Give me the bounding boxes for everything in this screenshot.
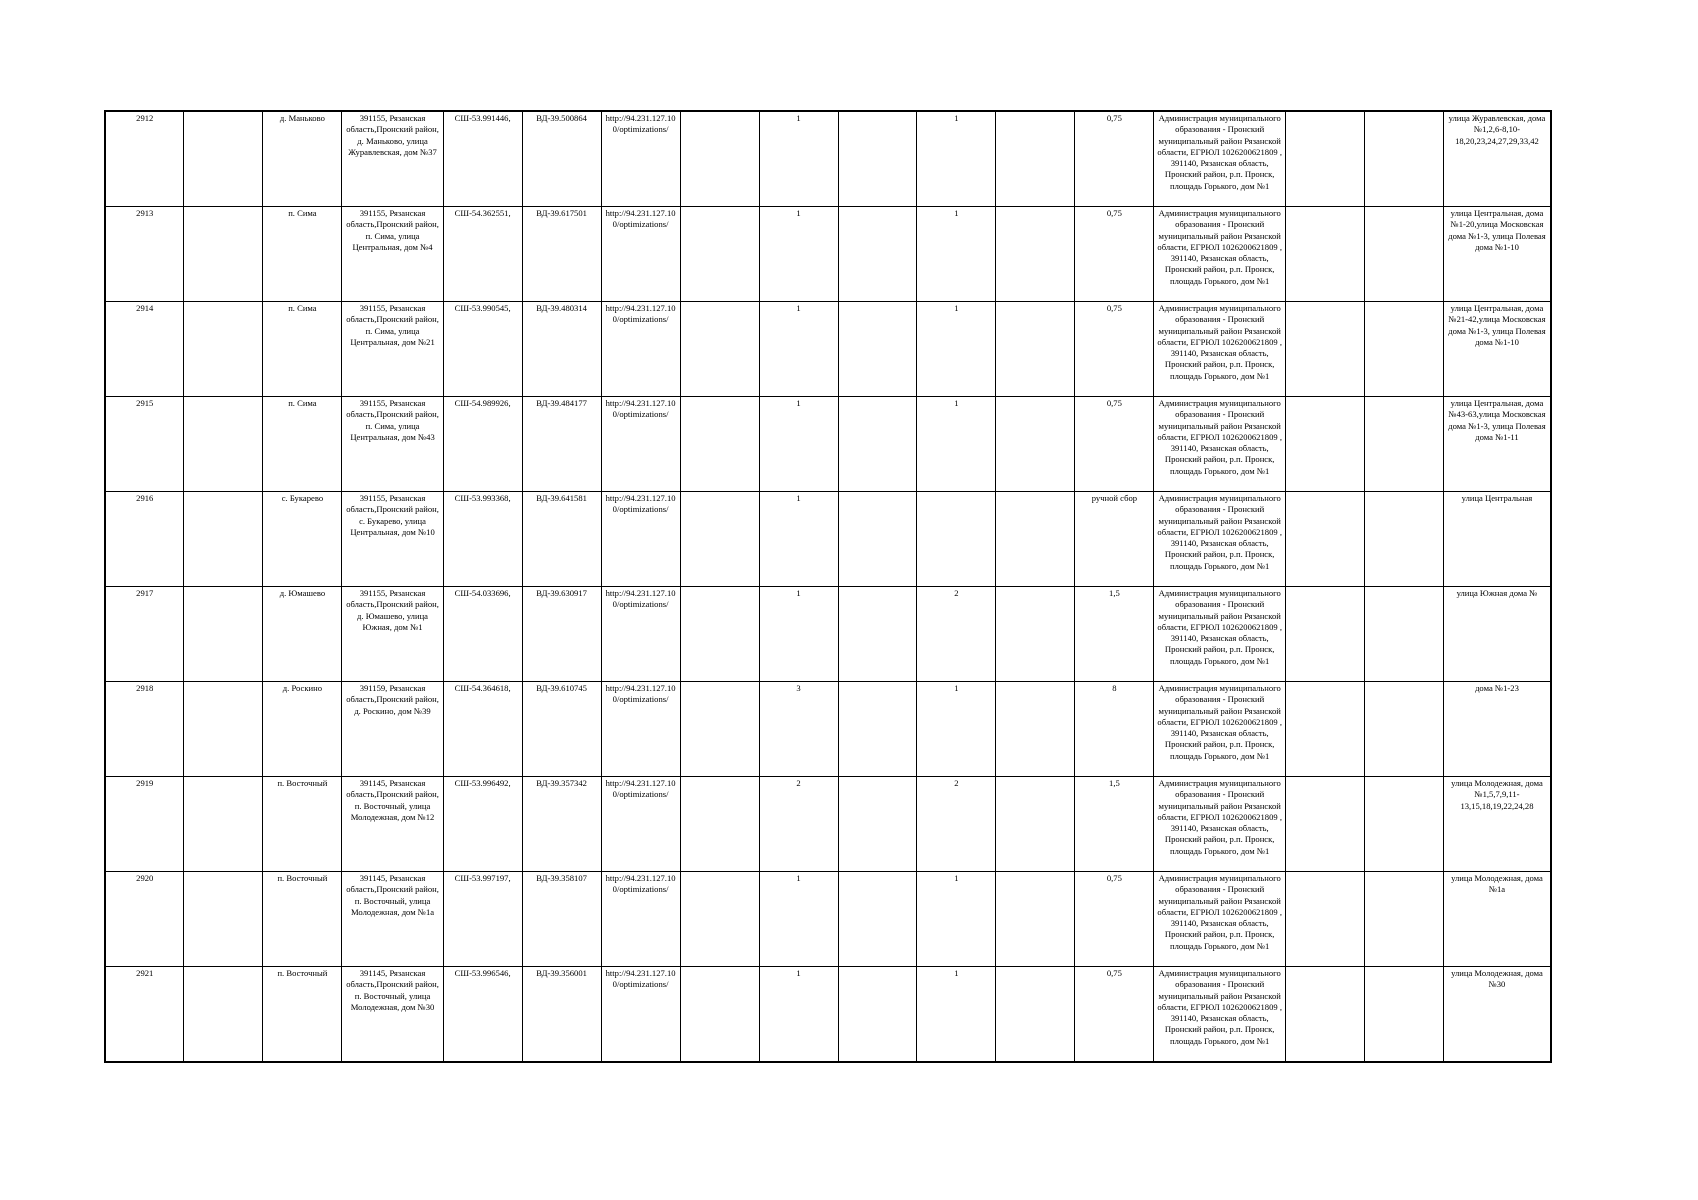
owner-cell: Администрация муниципального образования - Пронский муниципальный район Рязанской области, ЕГРЮЛ 1026200621809 , 391140, Рязанская область, Пронский район, р.п. Пронск, площадь Горького, дом №1 [1154, 872, 1286, 967]
served-addresses-cell: улица Южная дома № [1443, 587, 1551, 682]
quantity-cell: 1 [917, 872, 996, 967]
quantity-cell: 1 [917, 397, 996, 492]
url-cell: http://94.231.127.100/optimizations/ [601, 302, 680, 397]
empty-cell [1286, 967, 1365, 1063]
address-cell: 391155, Рязанская область,Пронский район, д. Маньково, улица Журавлевская, дом №37 [342, 111, 443, 207]
empty-cell [1286, 492, 1365, 587]
container-count-cell: 1 [759, 302, 838, 397]
empty-cell [680, 111, 759, 207]
address-cell: 391155, Рязанская область,Пронский район, п. Сима, улица Центральная, дом №21 [342, 302, 443, 397]
empty-cell [996, 397, 1075, 492]
empty-cell [838, 397, 917, 492]
longitude-cell: ВД-39.617501 [522, 207, 601, 302]
empty-cell [1286, 872, 1365, 967]
settlement-cell: д. Юмашево [263, 587, 342, 682]
container-count-cell: 1 [759, 872, 838, 967]
volume-cell: 8 [1075, 682, 1154, 777]
latitude-cell: СШ-53.990545, [443, 302, 522, 397]
address-cell: 391155, Рязанская область,Пронский район, п. Сима, улица Центральная, дом №43 [342, 397, 443, 492]
empty-cell [996, 492, 1075, 587]
empty-cell [1364, 111, 1443, 207]
empty-cell [1286, 682, 1365, 777]
empty-cell [184, 682, 263, 777]
row-number: 2919 [105, 777, 184, 872]
settlement-cell: д. Маньково [263, 111, 342, 207]
empty-cell [680, 872, 759, 967]
empty-cell [680, 587, 759, 682]
latitude-cell: СШ-54.989926, [443, 397, 522, 492]
empty-cell [680, 777, 759, 872]
empty-cell [1286, 397, 1365, 492]
empty-cell [184, 967, 263, 1063]
empty-cell [184, 872, 263, 967]
address-cell: 391155, Рязанская область,Пронский район, п. Сима, улица Центральная, дом №4 [342, 207, 443, 302]
empty-cell [1364, 967, 1443, 1063]
longitude-cell: ВД-39.357342 [522, 777, 601, 872]
address-cell: 391155, Рязанская область,Пронский район, д. Юмашево, улица Южная, дом №1 [342, 587, 443, 682]
row-number: 2921 [105, 967, 184, 1063]
quantity-cell: 1 [917, 967, 996, 1063]
empty-cell [1364, 682, 1443, 777]
settlement-cell: п. Восточный [263, 967, 342, 1063]
url-cell: http://94.231.127.100/optimizations/ [601, 587, 680, 682]
latitude-cell: СШ-53.996546, [443, 967, 522, 1063]
settlement-cell: п. Сима [263, 302, 342, 397]
latitude-cell: СШ-53.993368, [443, 492, 522, 587]
table-row [105, 207, 1551, 302]
served-addresses-cell: улица Молодежная, дома №30 [1443, 967, 1551, 1063]
row-number: 2916 [105, 492, 184, 587]
url-cell: http://94.231.127.100/optimizations/ [601, 207, 680, 302]
served-addresses-cell: улица Центральная, дома №43-63,улица Московская дома №1-3, улица Полевая дома №1-11 [1443, 397, 1551, 492]
empty-cell [1286, 207, 1365, 302]
volume-cell: ручной сбор [1075, 492, 1154, 587]
served-addresses-cell: улица Центральная, дома №1-20,улица Московская дома №1-3, улица Полевая дома №1-10 [1443, 207, 1551, 302]
longitude-cell: ВД-39.630917 [522, 587, 601, 682]
longitude-cell: ВД-39.480314 [522, 302, 601, 397]
served-addresses-cell: улица Журавлевская, дома №1,2,6-8,10-18,20,23,24,27,29,33,42 [1443, 111, 1551, 207]
settlement-cell: д. Роскино [263, 682, 342, 777]
volume-cell: 0,75 [1075, 207, 1154, 302]
container-count-cell: 1 [759, 207, 838, 302]
row-number: 2914 [105, 302, 184, 397]
quantity-cell: 2 [917, 777, 996, 872]
url-cell: http://94.231.127.100/optimizations/ [601, 777, 680, 872]
owner-cell: Администрация муниципального образования - Пронский муниципальный район Рязанской области, ЕГРЮЛ 1026200621809 , 391140, Рязанская область, Пронский район, р.п. Пронск, площадь Горького, дом №1 [1154, 682, 1286, 777]
settlement-cell: с. Букарево [263, 492, 342, 587]
served-addresses-cell: улица Молодежная, дома №1,5,7,9,11-13,15,18,19,22,24,28 [1443, 777, 1551, 872]
empty-cell [184, 111, 263, 207]
quantity-cell: 1 [917, 682, 996, 777]
empty-cell [996, 872, 1075, 967]
empty-cell [1364, 872, 1443, 967]
owner-cell: Администрация муниципального образования - Пронский муниципальный район Рязанской области, ЕГРЮЛ 1026200621809 , 391140, Рязанская область, Пронский район, р.п. Пронск, площадь Горького, дом №1 [1154, 111, 1286, 207]
empty-cell [1286, 777, 1365, 872]
table-row [105, 777, 1551, 872]
settlement-cell: п. Сима [263, 397, 342, 492]
row-number: 2918 [105, 682, 184, 777]
owner-cell: Администрация муниципального образования - Пронский муниципальный район Рязанской области, ЕГРЮЛ 1026200621809 , 391140, Рязанская область, Пронский район, р.п. Пронск, площадь Горького, дом №1 [1154, 302, 1286, 397]
volume-cell: 0,75 [1075, 302, 1154, 397]
latitude-cell: СШ-54.033696, [443, 587, 522, 682]
empty-cell [680, 207, 759, 302]
address-cell: 391145, Рязанская область,Пронский район, п. Восточный, улица Молодежная, дом №1а [342, 872, 443, 967]
latitude-cell: СШ-53.997197, [443, 872, 522, 967]
empty-cell [1364, 207, 1443, 302]
empty-cell [680, 967, 759, 1063]
longitude-cell: ВД-39.641581 [522, 492, 601, 587]
served-addresses-cell: дома №1-23 [1443, 682, 1551, 777]
longitude-cell: ВД-39.356001 [522, 967, 601, 1063]
row-number: 2920 [105, 872, 184, 967]
row-number: 2915 [105, 397, 184, 492]
longitude-cell: ВД-39.610745 [522, 682, 601, 777]
registry-body [105, 111, 1551, 1062]
empty-cell [996, 777, 1075, 872]
empty-cell [680, 492, 759, 587]
table-row [105, 587, 1551, 682]
empty-cell [838, 967, 917, 1063]
empty-cell [184, 587, 263, 682]
quantity-cell: 1 [917, 302, 996, 397]
empty-cell [184, 777, 263, 872]
volume-cell: 1,5 [1075, 587, 1154, 682]
owner-cell: Администрация муниципального образования - Пронский муниципальный район Рязанской области, ЕГРЮЛ 1026200621809 , 391140, Рязанская область, Пронский район, р.п. Пронск, площадь Горького, дом №1 [1154, 777, 1286, 872]
row-number: 2913 [105, 207, 184, 302]
served-addresses-cell: улица Молодежная, дома №1а [1443, 872, 1551, 967]
address-cell: 391145, Рязанская область,Пронский район, п. Восточный, улица Молодежная, дом №12 [342, 777, 443, 872]
empty-cell [996, 682, 1075, 777]
empty-cell [838, 302, 917, 397]
row-number: 2912 [105, 111, 184, 207]
registry-table [104, 110, 1552, 1063]
address-cell: 391145, Рязанская область,Пронский район, п. Восточный, улица Молодежная, дом №30 [342, 967, 443, 1063]
latitude-cell: СШ-54.364618, [443, 682, 522, 777]
empty-cell [184, 492, 263, 587]
empty-cell [1286, 587, 1365, 682]
empty-cell [1364, 397, 1443, 492]
owner-cell: Администрация муниципального образования - Пронский муниципальный район Рязанской области, ЕГРЮЛ 1026200621809 , 391140, Рязанская область, Пронский район, р.п. Пронск, площадь Горького, дом №1 [1154, 397, 1286, 492]
latitude-cell: СШ-54.362551, [443, 207, 522, 302]
quantity-cell: 1 [917, 207, 996, 302]
empty-cell [838, 587, 917, 682]
url-cell: http://94.231.127.100/optimizations/ [601, 397, 680, 492]
volume-cell: 0,75 [1075, 967, 1154, 1063]
owner-cell: Администрация муниципального образования - Пронский муниципальный район Рязанской области, ЕГРЮЛ 1026200621809 , 391140, Рязанская область, Пронский район, р.п. Пронск, площадь Горького, дом №1 [1154, 207, 1286, 302]
volume-cell: 0,75 [1075, 397, 1154, 492]
row-number: 2917 [105, 587, 184, 682]
empty-cell [184, 302, 263, 397]
latitude-cell: СШ-53.996492, [443, 777, 522, 872]
empty-cell [680, 302, 759, 397]
empty-cell [838, 872, 917, 967]
empty-cell [1364, 492, 1443, 587]
table-row [105, 111, 1551, 207]
empty-cell [1286, 302, 1365, 397]
volume-cell: 0,75 [1075, 872, 1154, 967]
owner-cell: Администрация муниципального образования - Пронский муниципальный район Рязанской области, ЕГРЮЛ 1026200621809 , 391140, Рязанская область, Пронский район, р.п. Пронск, площадь Горького, дом №1 [1154, 967, 1286, 1063]
container-count-cell: 1 [759, 967, 838, 1063]
table-row [105, 302, 1551, 397]
empty-cell [1286, 111, 1365, 207]
quantity-cell: 1 [917, 111, 996, 207]
container-count-cell: 1 [759, 111, 838, 207]
volume-cell: 1,5 [1075, 777, 1154, 872]
url-cell: http://94.231.127.100/optimizations/ [601, 682, 680, 777]
empty-cell [1364, 777, 1443, 872]
url-cell: http://94.231.127.100/optimizations/ [601, 872, 680, 967]
longitude-cell: ВД-39.500864 [522, 111, 601, 207]
owner-cell: Администрация муниципального образования - Пронский муниципальный район Рязанской области, ЕГРЮЛ 1026200621809 , 391140, Рязанская область, Пронский район, р.п. Пронск, площадь Горького, дом №1 [1154, 492, 1286, 587]
empty-cell [996, 302, 1075, 397]
served-addresses-cell: улица Центральная [1443, 492, 1551, 587]
url-cell: http://94.231.127.100/optimizations/ [601, 111, 680, 207]
table-row [105, 492, 1551, 587]
address-cell: 391159, Рязанская область,Пронский район, д. Роскино, дом №39 [342, 682, 443, 777]
volume-cell: 0,75 [1075, 111, 1154, 207]
empty-cell [838, 777, 917, 872]
owner-cell: Администрация муниципального образования - Пронский муниципальный район Рязанской области, ЕГРЮЛ 1026200621809 , 391140, Рязанская область, Пронский район, р.п. Пронск, площадь Горького, дом №1 [1154, 587, 1286, 682]
container-count-cell: 2 [759, 777, 838, 872]
container-count-cell: 1 [759, 397, 838, 492]
address-cell: 391155, Рязанская область,Пронский район, с. Букарево, улица Центральная, дом №10 [342, 492, 443, 587]
empty-cell [996, 967, 1075, 1063]
table-row [105, 397, 1551, 492]
longitude-cell: ВД-39.484177 [522, 397, 601, 492]
url-cell: http://94.231.127.100/optimizations/ [601, 967, 680, 1063]
empty-cell [838, 207, 917, 302]
empty-cell [680, 397, 759, 492]
quantity-cell [917, 492, 996, 587]
empty-cell [838, 111, 917, 207]
table-row [105, 872, 1551, 967]
container-count-cell: 3 [759, 682, 838, 777]
settlement-cell: п. Сима [263, 207, 342, 302]
empty-cell [1364, 302, 1443, 397]
quantity-cell: 2 [917, 587, 996, 682]
table-row [105, 682, 1551, 777]
empty-cell [838, 492, 917, 587]
served-addresses-cell: улица Центральная, дома №21-42,улица Московская дома №1-3, улица Полевая дома №1-10 [1443, 302, 1551, 397]
empty-cell [184, 397, 263, 492]
empty-cell [996, 111, 1075, 207]
url-cell: http://94.231.127.100/optimizations/ [601, 492, 680, 587]
longitude-cell: ВД-39.358107 [522, 872, 601, 967]
settlement-cell: п. Восточный [263, 872, 342, 967]
settlement-cell: п. Восточный [263, 777, 342, 872]
empty-cell [996, 587, 1075, 682]
empty-cell [996, 207, 1075, 302]
container-count-cell: 1 [759, 492, 838, 587]
empty-cell [838, 682, 917, 777]
empty-cell [184, 207, 263, 302]
empty-cell [1364, 587, 1443, 682]
table-row [105, 967, 1551, 1063]
empty-cell [680, 682, 759, 777]
container-count-cell: 1 [759, 587, 838, 682]
latitude-cell: СШ-53.991446, [443, 111, 522, 207]
